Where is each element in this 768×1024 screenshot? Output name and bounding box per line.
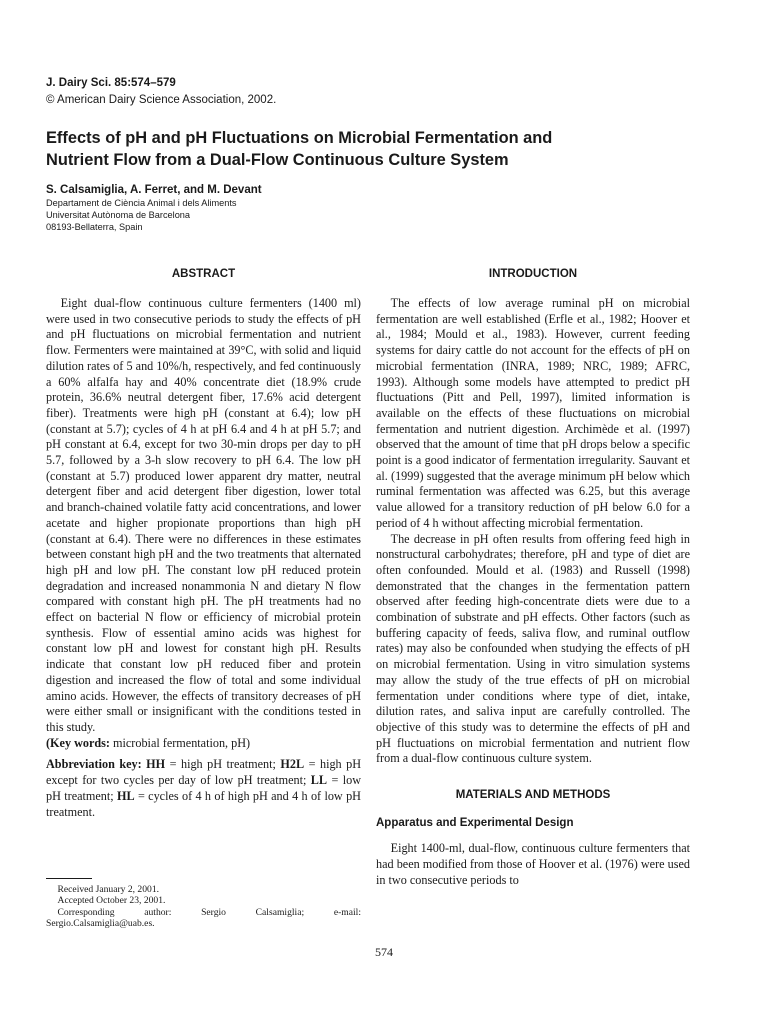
- left-column: [46, 268, 361, 820]
- abbrev-label: Abbreviation key:: [46, 757, 142, 772]
- affiliation-line: Departament de Ciència Animal i dels Aliments: [46, 198, 237, 208]
- methods-paragraph: Eight 1400-ml, dual-flow, continuous culture fermenters that had been modified from those of Hoover et al. (1976) were used in two consecutive periods to: [376, 841, 690, 887]
- abbrev-def: = high pH treatment;: [165, 757, 281, 772]
- author-list: S. Calsamiglia, A. Ferret, and M. Devant: [46, 184, 262, 196]
- article-title: [46, 127, 686, 171]
- introduction-paragraph: The effects of low average ruminal pH on microbial fermentation are well established (Erfle et al., 1982; Hoover et al., 1984; Mould et al., 1983). However, current feeding systems for dairy cattle do not account for the effects of pH on microbial fermentation (INRA, 1989; NRC, 1989; AFRC, 1993). Although some models have attempted to predict pH fluctuations (Pitt and Pell, 1997), limited information is available on the effects of these fluctuations on microbial fermentation and nutrient digestion. Archimède et al. (1997) observed that the amount of time that pH drops below a specific point is a good indicator of fermentation irregularity. Sauvant et al. (1999) suggested that the average minimum pH below which ruminal fermentation was affected was 6.25, but this average value allowed for a transitory reduction of pH below 6.0 for a period of 4 h without affecting microbial fermentation.: [376, 296, 690, 530]
- affiliation-line: 08193-Bellaterra, Spain: [46, 222, 143, 232]
- keywords-text: microbial fermentation, pH): [109, 735, 251, 750]
- journal-citation: J. Dairy Sci. 85:574–579: [46, 77, 176, 89]
- introduction-heading: INTRODUCTION: [488, 268, 578, 280]
- abbrev-term: HH: [146, 757, 166, 772]
- affiliation-line: Universitat Autònoma de Barcelona: [46, 210, 191, 220]
- keywords-line: [46, 736, 361, 752]
- abstract-text: Eight dual-flow continuous culture fermenters (1400 ml) were used in two consecutive periods to study the effects of pH and pH fluctuations on microbial fermentation and nutrient flow. Fermenters were maintained at 39°C, with solid and liquid dilution rates of 5 and 10%/h, respectively, and fed continuously a 60% alfalfa hay and 40% concentrate diet (18.9% crude protein, 36.6% neutral detergent fiber, 17.6% acid detergent fiber). Treatments were high pH (constant at 6.4); low pH (constant at 5.7); cycles of 4 h at pH 6.4 and 4 h at pH 5.7; and pH constant at 6.4, except for two 30-min drops per day to pH 5.7, followed by a 3-h slow recovery to pH 6.4. The low pH (constant at 5.7) produced lower apparent dry matter, neutral detergent fiber and acid detergent fiber digestion, lower total and branch-chained volatile fatty acid concentrations, and lower acetate and higher propionate proportions than high pH (constant at 6.4). There were no differences in these estimates between constant high pH and the two treatments that alternated high pH and low pH. The constant low pH reduced protein degradation and increased nonammonia N and dietary N flow compared with constant high pH. The pH treatments had no effect on bacterial N flow or efficiency of microbial protein synthesis. Flow of essential amino acids was highest for constant low pH and lowest for constant high pH. Results indicate that constant low pH reduced fiber and protein digestion and increased the flow of total and some individual amino acids. However, the effects of transitory decreases of pH were either small or insignificant with the conditions tested in this study.: [46, 296, 361, 734]
- abbrev-def: = high pH except for two cycles per day of low pH treatment;: [46, 757, 362, 788]
- abbrev-def: = low pH treatment;: [46, 773, 362, 803]
- right-column: [376, 268, 690, 888]
- abbrev-def: = cycles of 4 h of high pH and 4 h of low pH treatment.: [46, 788, 361, 819]
- abbrev-term: H2L: [280, 757, 305, 772]
- copyright-line: © American Dairy Science Association, 2002.: [46, 94, 277, 106]
- footnote-accepted: Accepted October 23, 2001.: [57, 895, 166, 907]
- abbrev-term: HL: [117, 788, 135, 803]
- methods-subheading: Apparatus and Experimental Design: [376, 817, 574, 830]
- abbrev-term: LL: [310, 773, 328, 788]
- title-line-1: Effects of pH and pH Fluctuations on Microbial Fermentation and: [46, 129, 553, 147]
- methods-heading: MATERIALS AND METHODS: [455, 789, 611, 802]
- abstract-heading: ABSTRACT: [171, 268, 236, 280]
- keywords-label: (Key words:: [46, 735, 110, 750]
- abbreviation-key: [46, 757, 361, 820]
- footnote-corresponding-author: Corresponding author: Sergio Calsamiglia; e-mail: Sergio.Calsamiglia@uab.es.: [46, 906, 361, 930]
- title-line-2: Nutrient Flow from a Dual-Flow Continuous Culture System: [46, 151, 509, 169]
- introduction-paragraph: The decrease in pH often results from offering feed high in nonstructural carbohydrates; therefore, pH and type of diet are often confounded. Mould et al. (1983) and Russell (1998) demonstrated that the changes in the fermentation pattern observed after feeding high-concentrate diets were due to a combination of substrate and pH effects. Other factors (such as buffering capacity of feeds, saliva flow, and ruminal outflow rates) may also be confounded when studying the effects of pH on microbial fermentation. Using in vitro simulation systems may allow the study of the true effects of pH on microbial fermentation under conditions where type of diet, intake, dilution rates, and saliva input are carefully controlled. The objective of this study was to determine the effects of pH and pH fluctuations on microbial fermentation and nutrient flow from a dual-flow continuous culture system.: [376, 531, 690, 766]
- footnote-received: Received January 2, 2001.: [57, 884, 160, 895]
- affiliation-block: [46, 197, 236, 233]
- footnotes: [46, 884, 361, 930]
- page-number: 574: [375, 945, 393, 959]
- footnote-divider: [46, 878, 92, 879]
